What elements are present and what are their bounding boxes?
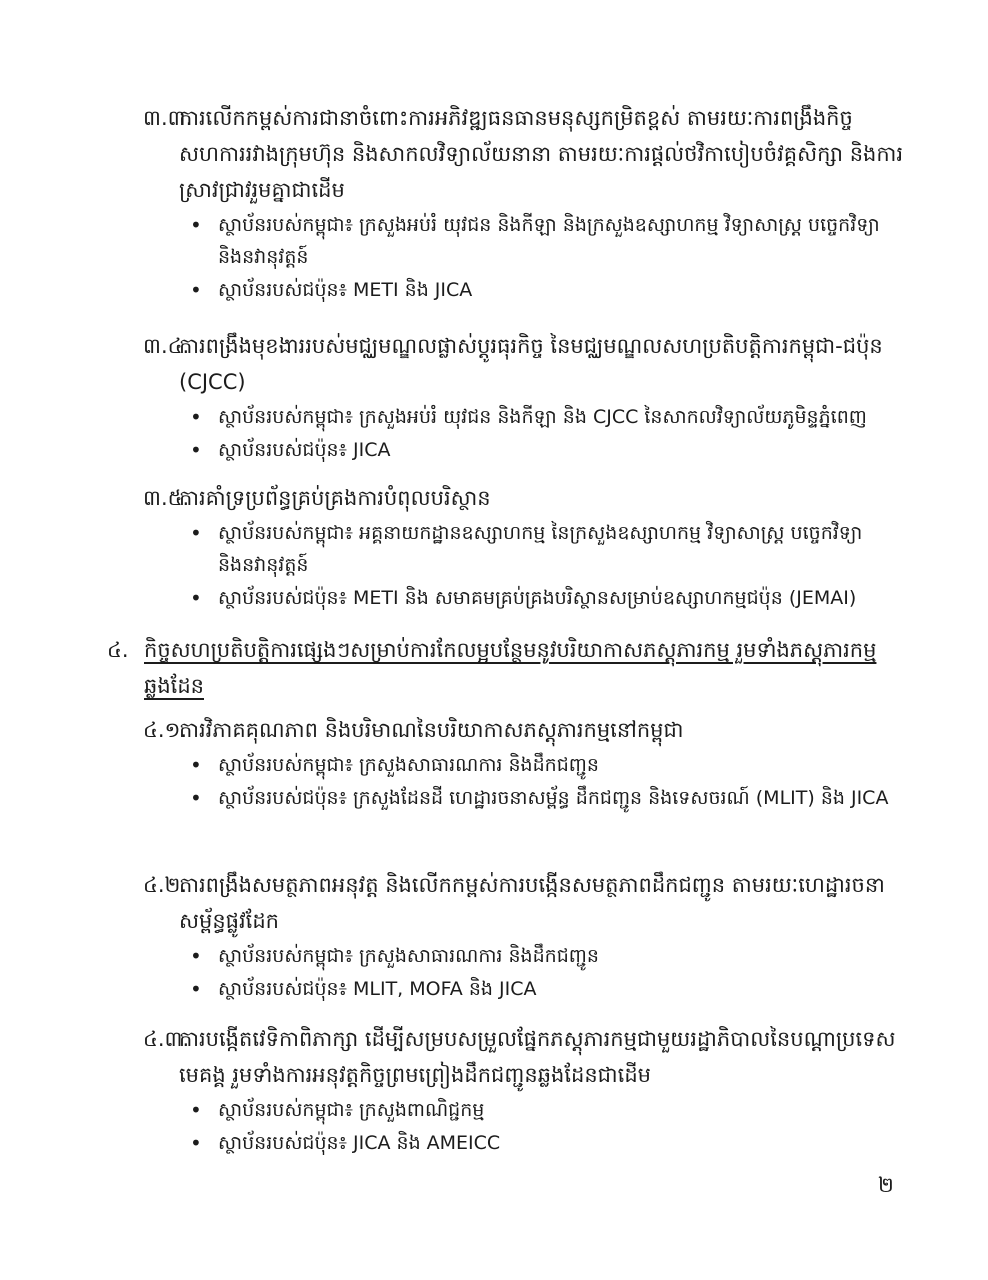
bullet-marker: •	[190, 1098, 202, 1122]
list-item	[143, 517, 913, 581]
bullet-list	[143, 749, 913, 814]
page-number: ២	[878, 1173, 894, 1197]
section-title: កិច្ចសហប្រតិបត្តិការផ្សេងៗសម្រាប់ការកែលម្អបន្ថែមនូវបរិយាកាសភស្តុភារកម្ម រួមទាំងភស្តុភារកម្មឆ្លងដែន	[144, 638, 877, 698]
subsection-heading	[143, 867, 913, 939]
subsection-number: ៣.៤.	[143, 334, 190, 358]
bullet-marker: •	[190, 438, 202, 462]
list-item	[143, 401, 913, 433]
list-item	[143, 973, 913, 1005]
subsection-title: ការគាំទ្រប្រព័ន្ធគ្រប់គ្រងការបំពុលបរិស្ថាន	[179, 486, 491, 510]
list-item-text: ស្ថាប័នរបស់កម្ពុជា៖ ក្រសួងសាធារណការ និងដឹកជញ្ជូន	[218, 945, 599, 967]
bullet-marker: •	[190, 944, 202, 968]
bullet-marker: •	[190, 405, 202, 429]
list-item	[143, 274, 913, 306]
bullet-marker: •	[190, 213, 202, 237]
subsection-heading	[143, 712, 913, 748]
subsection-3-5	[143, 480, 913, 614]
subsection-number: ៤.២.	[143, 873, 188, 897]
list-item-text: ស្ថាប័នរបស់ជប៉ុន៖ MLIT, MOFA និង JICA	[218, 978, 537, 1000]
subsection-4-2	[143, 867, 913, 1005]
bullet-list	[143, 940, 913, 1005]
list-item	[143, 434, 913, 466]
list-item-text: ស្ថាប័នរបស់កម្ពុជា៖ ក្រសួងសាធារណការ និងដឹកជញ្ជូន	[218, 754, 599, 776]
list-item	[143, 940, 913, 972]
subsection-title: ការវិភាគគុណភាព និងបរិមាណនៃបរិយាកាសភស្តុភារកម្មនៅកម្ពុជា	[179, 718, 684, 742]
list-item	[143, 782, 913, 814]
bullet-list	[143, 401, 913, 466]
bullet-list	[143, 209, 913, 306]
bullet-list	[143, 1094, 913, 1159]
subsection-heading	[143, 480, 913, 516]
subsection-3-3	[143, 100, 913, 306]
section-heading	[107, 632, 913, 704]
bullet-marker: •	[190, 1131, 202, 1155]
subsection-title: ការពង្រឹងមុខងាររបស់មជ្ឈមណ្ឌលផ្លាស់ប្តូរធុរកិច្ច នៃមជ្ឈមណ្ឌលសហប្រតិបត្តិការកម្ពុជា-ជប៉ុន (CJCC)	[179, 334, 883, 394]
list-item-text: ស្ថាប័នរបស់ជប៉ុន៖ METI និង សមាគមគ្រប់គ្រងបរិស្ថានសម្រាប់ឧស្សាហកម្មជប៉ុន (JEMAI)	[218, 587, 857, 609]
subsection-title: ការពង្រឹងសមត្ថភាពអនុវត្ត និងលើកកម្ពស់ការបង្កើនសមត្ថភាពដឹកជញ្ជូន តាមរយៈហេដ្ឋារចនាសម្ព័ន្ធផ្លូវដែក	[179, 873, 885, 933]
list-item-text: ស្ថាប័នរបស់ជប៉ុន៖ METI និង JICA	[218, 279, 473, 301]
list-item-text: ស្ថាប័នរបស់ជប៉ុន៖ ក្រសួងដែនដី ហេដ្ឋារចនាសម្ព័ន្ធ ដឹកជញ្ជូន និងទេសចរណ៍ (MLIT) និង JICA	[218, 787, 889, 809]
section-4-heading-block	[107, 632, 913, 704]
subsection-4-3	[143, 1021, 913, 1159]
list-item-text: ស្ថាប័នរបស់កម្ពុជា៖ អគ្គនាយកដ្ឋានឧស្សាហកម្ម នៃក្រសួងឧស្សាហកម្ម វិទ្យាសាស្ត្រ បច្ចេកវិទ្យា និងនវានុវត្តន៍	[218, 522, 863, 576]
subsection-number: ៤.១.	[143, 718, 188, 742]
list-item	[143, 1127, 913, 1159]
bullet-marker: •	[190, 977, 202, 1001]
subsection-3-4	[143, 328, 913, 466]
subsection-heading	[143, 328, 913, 400]
list-item-text: ស្ថាប័នរបស់កម្ពុជា៖ ក្រសួងអប់រំ យុវជន និងកីឡា និងក្រសួងឧស្សាហកម្ម វិទ្យាសាស្ត្រ បច្ចេកវិទ្យា និងនវានុវត្តន៍	[218, 214, 880, 268]
list-item	[143, 749, 913, 781]
subsection-4-1	[143, 712, 913, 814]
subsection-title: ការលើកកម្ពស់ការជានាចំពោះការអភិវឌ្ឍធនធានមនុស្សកម្រិតខ្ពស់ តាមរយៈការពង្រឹងកិច្ចសហការរវាងក្រុមហ៊ុន និងសាកលវិទ្យាល័យនានា តាមរយៈការផ្តល់ថវិកាបៀបចំវគ្គសិក្សា និងការស្រាវជ្រាវរួមគ្នាជាដើម	[179, 106, 904, 202]
list-item-text: ស្ថាប័នរបស់កម្ពុជា៖ ក្រសួងពាណិជ្ជកម្ម	[218, 1099, 485, 1121]
list-item-text: ស្ថាប័នរបស់ជប៉ុន៖ JICA	[218, 439, 391, 461]
list-item	[143, 209, 913, 273]
bullet-marker: •	[190, 278, 202, 302]
subsection-number: ៣.៥.	[143, 486, 190, 510]
bullet-marker: •	[190, 786, 202, 810]
subsection-heading	[143, 1021, 913, 1093]
subsection-number: ៣.៣.	[143, 106, 193, 130]
bullet-marker: •	[190, 753, 202, 777]
bullet-list	[143, 517, 913, 614]
list-item	[143, 582, 913, 614]
list-item-text: ស្ថាប័នរបស់ជប៉ុន៖ JICA និង AMEICC	[218, 1132, 501, 1154]
bullet-marker: •	[190, 521, 202, 545]
list-item	[143, 1094, 913, 1126]
subsection-heading	[143, 100, 913, 208]
section-number: ៤.	[107, 638, 129, 662]
subsection-title: ការបង្កើតវេទិកាពិភាក្សា ដើម្បីសម្របសម្រួលផ្នែកភស្តុភារកម្មជាមួយរដ្ឋាភិបាលនៃបណ្តាប្រទេសមេគង្គ រួមទាំងការអនុវត្តកិច្ចព្រមព្រៀងដឹកជញ្ជូនឆ្លងដែនជាដើម	[179, 1027, 896, 1087]
bullet-marker: •	[190, 586, 202, 610]
list-item-text: ស្ថាប័នរបស់កម្ពុជា៖ ក្រសួងអប់រំ យុវជន និងកីឡា និង CJCC នៃសាកលវិទ្យាល័យភូមិន្ទភ្នំពេញ	[218, 406, 867, 428]
subsection-number: ៤.៣.	[143, 1027, 190, 1051]
